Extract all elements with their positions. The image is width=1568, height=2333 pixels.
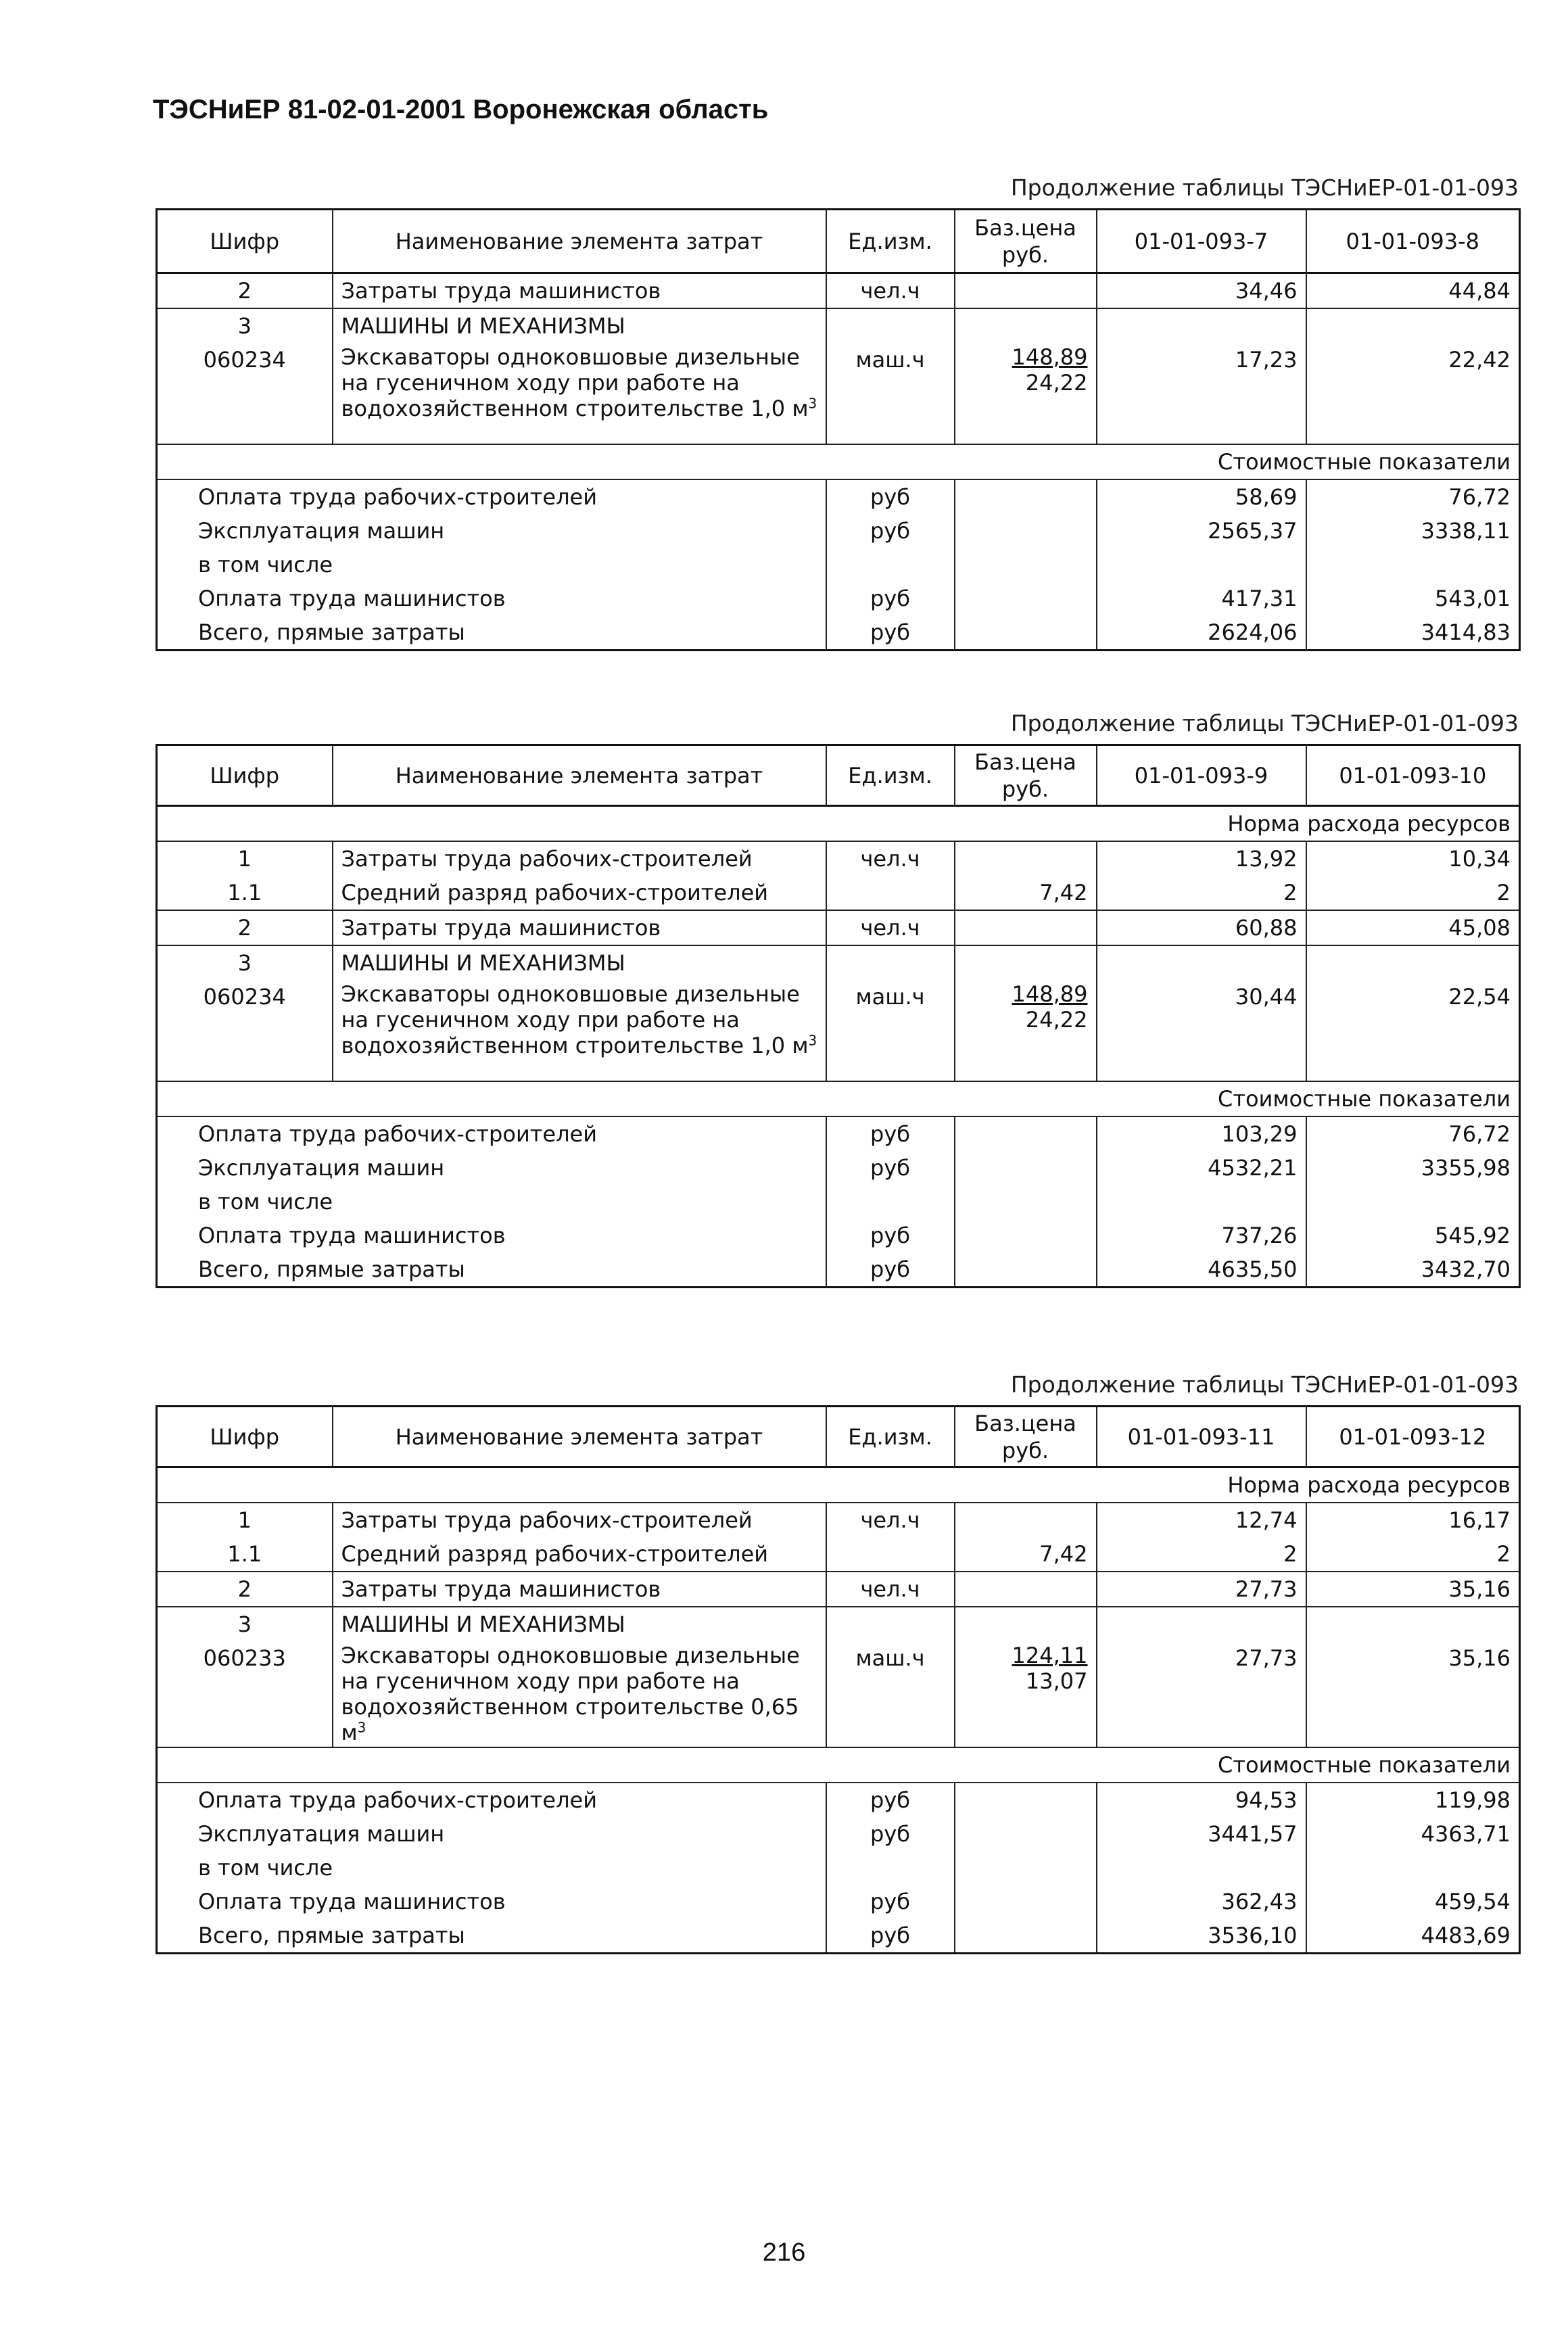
cost-unit: руб <box>826 1817 955 1851</box>
cost-value-b: 459,54 <box>1306 1885 1520 1918</box>
continuation-label: Продолжение таблицы ТЭСНиЕР-01-01-093 <box>1010 710 1519 736</box>
cost-label: Эксплуатация машин <box>157 1817 826 1851</box>
cost-label: Оплата труда рабочих-строителей <box>157 1116 826 1151</box>
cost-label: Эксплуатация машин <box>157 514 826 548</box>
continuation-label: Продолжение таблицы ТЭСНиЕР-01-01-093 <box>1010 174 1519 201</box>
row-name: МАШИНЫ И МЕХАНИЗМЫ <box>333 945 826 980</box>
continuation-label: Продолжение таблицы ТЭСНиЕР-01-01-093 <box>1010 1371 1519 1398</box>
page-number: 216 <box>762 2238 806 2267</box>
row-unit: маш.ч <box>826 343 955 444</box>
cost-label: Оплата труда машинистов <box>157 582 826 615</box>
cost-row <box>157 1783 1520 1817</box>
row-value-b: 10,34 <box>1306 841 1520 876</box>
cost-label: Эксплуатация машин <box>157 1151 826 1185</box>
cost-value-b: 543,01 <box>1306 582 1520 615</box>
row-name: Затраты труда машинистов <box>333 1572 826 1607</box>
cost-row <box>157 1918 1520 1954</box>
cost-value-a: 2565,37 <box>1097 514 1306 548</box>
row-code: 1.1 <box>157 876 333 910</box>
header-name: Наименование элемента затрат <box>333 745 826 806</box>
row-code: 060234 <box>157 980 333 1081</box>
cost-value-a: 3536,10 <box>1097 1918 1306 1954</box>
row-value-b: 2 <box>1306 1537 1520 1572</box>
row-unit: чел.ч <box>826 1572 955 1607</box>
norm-subheader: Норма расхода ресурсов <box>157 1467 1520 1503</box>
cost-value-a: 737,26 <box>1097 1219 1306 1252</box>
row-value-a: 34,46 <box>1097 273 1306 309</box>
row-value-a: 27,73 <box>1097 1641 1306 1747</box>
row-code: 2 <box>157 273 333 309</box>
cost-row <box>157 479 1520 514</box>
row-unit <box>826 876 955 910</box>
row-value-a: 17,23 <box>1097 343 1306 444</box>
table-row <box>157 841 1520 876</box>
row-price: 7,42 <box>955 876 1097 910</box>
cost-label: в том числе <box>157 1185 826 1219</box>
cost-value-b: 3355,98 <box>1306 1151 1520 1185</box>
cost-row <box>157 582 1520 615</box>
cost-row <box>157 615 1520 651</box>
row-value-b: 16,17 <box>1306 1503 1520 1537</box>
cost-value-b: 3414,83 <box>1306 615 1520 651</box>
table-row <box>157 273 1520 309</box>
cost-value-b: 76,72 <box>1306 1116 1520 1151</box>
table-row <box>157 1572 1520 1607</box>
cost-label: Всего, прямые затраты <box>157 615 826 651</box>
cost-label: Всего, прямые затраты <box>157 1252 826 1288</box>
cost-unit: руб <box>826 1116 955 1151</box>
cost-label: Оплата труда рабочих-строителей <box>157 479 826 514</box>
cost-unit: руб <box>826 582 955 615</box>
row-value-b: 44,84 <box>1306 273 1520 309</box>
cost-unit: руб <box>826 479 955 514</box>
header-code: Шифр <box>157 210 333 273</box>
header-col-a: 01-01-093-9 <box>1097 745 1306 806</box>
cost-unit: руб <box>826 1918 955 1954</box>
row-code: 1 <box>157 1503 333 1537</box>
table-row <box>157 876 1520 910</box>
table-row <box>157 1607 1520 1641</box>
row-price: 148,89 24,22 <box>955 343 1097 444</box>
row-value-b: 35,16 <box>1306 1641 1520 1747</box>
row-code: 1 <box>157 841 333 876</box>
row-value-b: 22,42 <box>1306 343 1520 444</box>
cost-value-a: 4635,50 <box>1097 1252 1306 1288</box>
norms-table-1 <box>156 208 1521 651</box>
row-name: Затраты труда рабочих-строителей <box>333 1503 826 1537</box>
row-price <box>955 273 1097 309</box>
cost-row <box>157 1151 1520 1185</box>
row-unit: чел.ч <box>826 273 955 309</box>
table-row <box>157 910 1520 945</box>
header-base-price: Баз.цена руб. <box>955 745 1097 806</box>
row-unit: чел.ч <box>826 1503 955 1537</box>
row-value-a: 2 <box>1097 876 1306 910</box>
cost-label: Оплата труда машинистов <box>157 1219 826 1252</box>
cost-value-b: 4363,71 <box>1306 1817 1520 1851</box>
row-name: Средний разряд рабочих-строителей <box>333 876 826 910</box>
cost-label: Оплата труда рабочих-строителей <box>157 1783 826 1817</box>
cost-row <box>157 1219 1520 1252</box>
row-code: 2 <box>157 910 333 945</box>
cost-value-b: 545,92 <box>1306 1219 1520 1252</box>
table-row <box>157 945 1520 980</box>
header-col-a: 01-01-093-11 <box>1097 1407 1306 1467</box>
row-code: 3 <box>157 1607 333 1641</box>
row-value-a: 60,88 <box>1097 910 1306 945</box>
row-price: 148,89 24,22 <box>955 980 1097 1081</box>
row-value-b: 2 <box>1306 876 1520 910</box>
cost-value-a: 417,31 <box>1097 582 1306 615</box>
table-row <box>157 1641 1520 1747</box>
cost-label: Всего, прямые затраты <box>157 1918 826 1954</box>
row-value-a: 13,92 <box>1097 841 1306 876</box>
header-code: Шифр <box>157 745 333 806</box>
cost-label: Оплата труда машинистов <box>157 1885 826 1918</box>
cost-value-b: 76,72 <box>1306 479 1520 514</box>
cost-value-b: 3338,11 <box>1306 514 1520 548</box>
header-col-a: 01-01-093-7 <box>1097 210 1306 273</box>
row-code: 3 <box>157 308 333 343</box>
table-row <box>157 308 1520 343</box>
row-code: 3 <box>157 945 333 980</box>
cost-row <box>157 1851 1520 1885</box>
header-base-price: Баз.цена руб. <box>955 1407 1097 1467</box>
row-value-a: 12,74 <box>1097 1503 1306 1537</box>
row-value-a: 2 <box>1097 1537 1306 1572</box>
header-code: Шифр <box>157 1407 333 1467</box>
table-row <box>157 980 1520 1081</box>
cost-subheader: Стоимостные показатели <box>157 1081 1520 1116</box>
cost-unit: руб <box>826 1219 955 1252</box>
cost-row <box>157 1817 1520 1851</box>
cost-label: в том числе <box>157 1851 826 1885</box>
cost-value-a: 2624,06 <box>1097 615 1306 651</box>
row-value-b: 35,16 <box>1306 1572 1520 1607</box>
header-name: Наименование элемента затрат <box>333 1407 826 1467</box>
row-unit: чел.ч <box>826 910 955 945</box>
table-section-1 <box>156 174 1519 702</box>
row-unit: маш.ч <box>826 980 955 1081</box>
row-value-a: 30,44 <box>1097 980 1306 1081</box>
row-value-b: 22,54 <box>1306 980 1520 1081</box>
norms-table-2 <box>156 744 1521 1288</box>
cost-row <box>157 514 1520 548</box>
cost-unit: руб <box>826 1151 955 1185</box>
cost-value-a: 103,29 <box>1097 1116 1306 1151</box>
row-name: Экскаваторы одноковшовые дизельные на гусеничном ходу при работе на водохозяйственном строительстве 1,0 $м^3$ <box>333 343 826 444</box>
cost-subheader: Стоимостные показатели <box>157 444 1520 479</box>
cost-value-b: 119,98 <box>1306 1783 1520 1817</box>
page-title: ТЭСНиЕР 81-02-01-2001 Воронежская область <box>153 95 769 124</box>
row-price <box>955 910 1097 945</box>
row-name: Средний разряд рабочих-строителей <box>333 1537 826 1572</box>
cost-row <box>157 1252 1520 1288</box>
norms-table-3 <box>156 1405 1521 1954</box>
header-unit: Ед.изм. <box>826 210 955 273</box>
header-unit: Ед.изм. <box>826 1407 955 1467</box>
cost-value-a: 3441,57 <box>1097 1817 1306 1851</box>
row-name: Экскаваторы одноковшовые дизельные на гусеничном ходу при работе на водохозяйственном строительстве 0,65 $м^3$ <box>333 1641 826 1747</box>
cost-value-b: 4483,69 <box>1306 1918 1520 1954</box>
cost-value-a: 94,53 <box>1097 1783 1306 1817</box>
row-price: 124,11 13,07 <box>955 1641 1097 1747</box>
row-price <box>955 841 1097 876</box>
row-unit: маш.ч <box>826 1641 955 1747</box>
cost-row <box>157 1116 1520 1151</box>
row-name: Экскаваторы одноковшовые дизельные на гусеничном ходу при работе на водохозяйственном строительстве 1,0 $м^3$ <box>333 980 826 1081</box>
cost-unit: руб <box>826 514 955 548</box>
cost-row <box>157 1885 1520 1918</box>
table-section-2 <box>156 710 1519 1373</box>
row-code: 1.1 <box>157 1537 333 1572</box>
cost-unit: руб <box>826 1885 955 1918</box>
row-name: Затраты труда машинистов <box>333 273 826 309</box>
header-base-price: Баз.цена руб. <box>955 210 1097 273</box>
cost-value-b: 3432,70 <box>1306 1252 1520 1288</box>
row-price <box>955 1572 1097 1607</box>
cost-unit: руб <box>826 1783 955 1817</box>
cost-unit: руб <box>826 1252 955 1288</box>
norm-subheader: Норма расхода ресурсов <box>157 806 1520 842</box>
table-row <box>157 343 1520 444</box>
row-price <box>955 1503 1097 1537</box>
header-col-b: 01-01-093-10 <box>1306 745 1520 806</box>
row-unit: чел.ч <box>826 841 955 876</box>
header-name: Наименование элемента затрат <box>333 210 826 273</box>
header-col-b: 01-01-093-8 <box>1306 210 1520 273</box>
cost-row <box>157 1185 1520 1219</box>
cost-label: в том числе <box>157 548 826 582</box>
row-name: Затраты труда рабочих-строителей <box>333 841 826 876</box>
table-section-3 <box>156 1371 1519 2048</box>
row-name: МАШИНЫ И МЕХАНИЗМЫ <box>333 1607 826 1641</box>
table-row <box>157 1537 1520 1572</box>
row-value-a: 27,73 <box>1097 1572 1306 1607</box>
table-row <box>157 1503 1520 1537</box>
cost-value-a: 362,43 <box>1097 1885 1306 1918</box>
row-unit <box>826 1537 955 1572</box>
cost-value-a: 4532,21 <box>1097 1151 1306 1185</box>
cost-value-a: 58,69 <box>1097 479 1306 514</box>
cost-subheader: Стоимостные показатели <box>157 1747 1520 1783</box>
row-code: 060234 <box>157 343 333 444</box>
row-name: МАШИНЫ И МЕХАНИЗМЫ <box>333 308 826 343</box>
header-unit: Ед.изм. <box>826 745 955 806</box>
row-name: Затраты труда машинистов <box>333 910 826 945</box>
row-code: 2 <box>157 1572 333 1607</box>
cost-unit: руб <box>826 615 955 651</box>
row-value-b: 45,08 <box>1306 910 1520 945</box>
header-col-b: 01-01-093-12 <box>1306 1407 1520 1467</box>
cost-row <box>157 548 1520 582</box>
row-price: 7,42 <box>955 1537 1097 1572</box>
row-code: 060233 <box>157 1641 333 1747</box>
